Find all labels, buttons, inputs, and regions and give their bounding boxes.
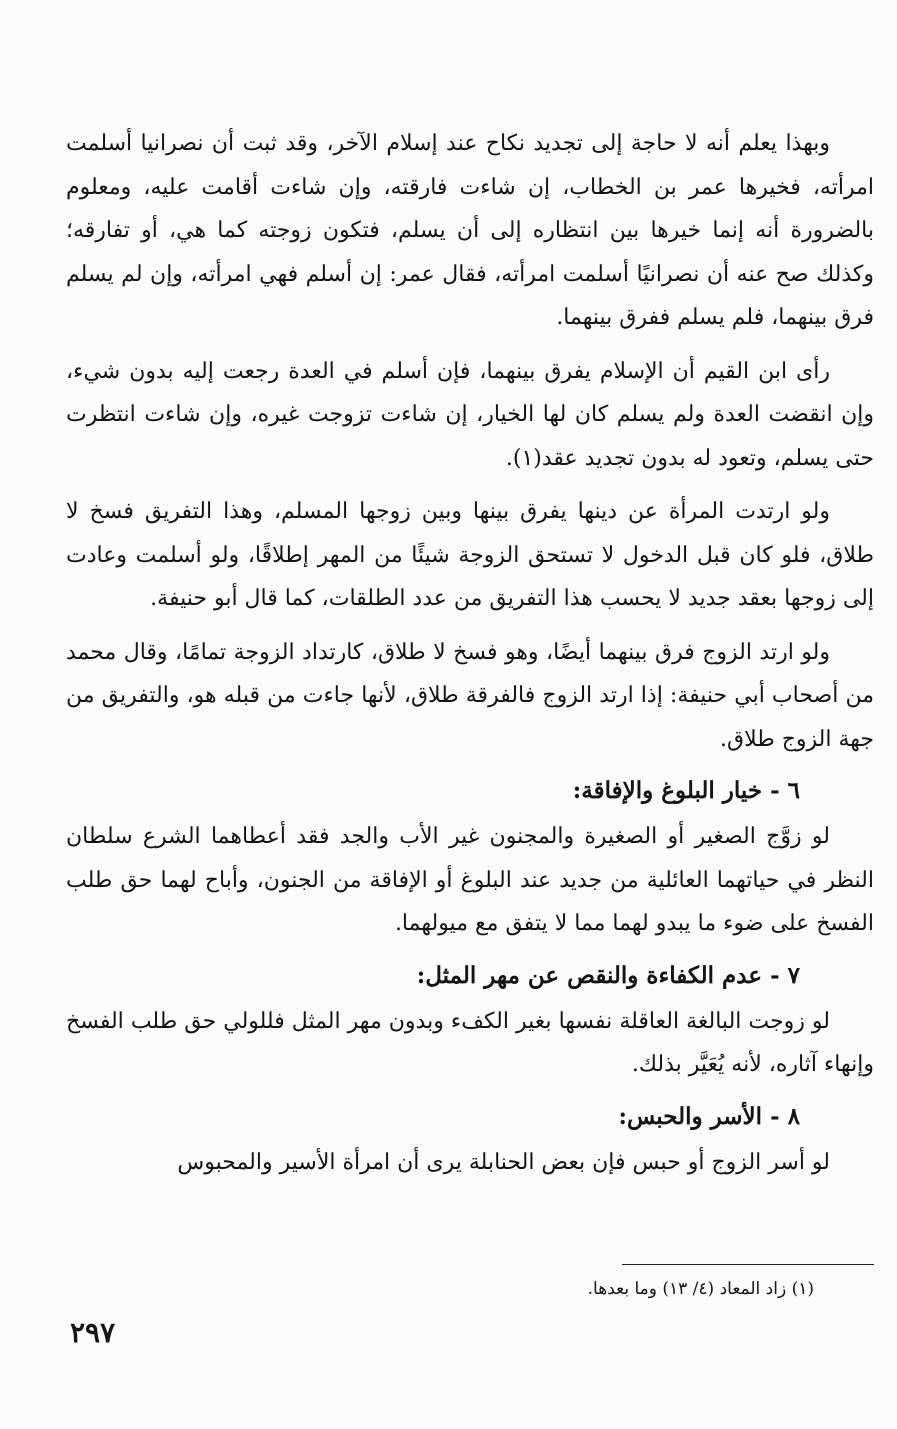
paragraph: ولو ارتد الزوج فرق بينهما أيضًا، وهو فسخ لا طلاق، كارتداد الزوجة تمامًا، وقال محمد من أصحاب أبي حنيفة: إذا ارتد الزوج فالفرقة طلاق، لأنها جاءت من قبله هو، والتفريق من جهة الزوج طلاق. bbox=[66, 639, 874, 752]
paragraph: رأى ابن القيم أن الإسلام يفرق بينهما، فإن أسلم في العدة رجعت إليه بدون شيء، وإن انقضت العدة ولم يسلم كان لها الخيار، إن شاءت تزوجت غيره، وإن شاءت انتظرت حتى يسلم، وتعود له بدون تجديد عقد(١). bbox=[66, 358, 874, 471]
paragraph: لو زوجت البالغة العاقلة نفسها بغير الكفء وبدون مهر المثل فللولي حق طلب الفسخ وإنهاء آثاره، لأنه يُعَيَّر بذلك. bbox=[66, 1008, 874, 1077]
footnote-divider bbox=[622, 1264, 874, 1265]
page-body bbox=[66, 122, 874, 1194]
paragraph: لو زوَّج الصغير أو الصغيرة والمجنون غير الأب والجد فقد أعطاهما الشرع سلطان النظر في حياتهما العائلية من جديد عند البلوغ أو الإفاقة من الجنون، وأباح لهما حق طلب الفسخ على ضوء ما يبدو لهما مما لا يتفق مع ميولهما. bbox=[66, 824, 874, 936]
section-heading: ٧ - عدم الكفاءة والنقص عن مهر المثل: bbox=[416, 961, 800, 989]
section-heading: ٨ - الأسر والحبس: bbox=[618, 1102, 800, 1130]
paragraph: ولو ارتدت المرأة عن دينها يفرق بينها وبين زوجها المسلم، وهذا التفريق فسخ لا طلاق، فلو كان قبل الدخول لا تستحق الزوجة شيئًا من المهر إطلاقًا، ولو أسلمت وعادت إلى زوجها بعقد جديد لا يحسب هذا التفريق من عدد الطلقات، كما قال أبو حنيفة. bbox=[66, 499, 874, 611]
footnote: (١) زاد المعاد (٤/ ١٣) وما بعدها. bbox=[587, 1279, 814, 1299]
page-number: ٢٩٧ bbox=[70, 1316, 116, 1349]
paragraph: لو أسر الزوج أو حبس فإن بعض الحنابلة يرى أن امرأة الأسير والمحبوس bbox=[177, 1149, 830, 1175]
paragraph: وبهذا يعلم أنه لا حاجة إلى تجديد نكاح عند إسلام الآخر، وقد ثبت أن نصرانيا أسلمت امرأته، فخيرها عمر بن الخطاب، إن شاءت فارقته، وإن شاءت أقامت عليه، ومعلوم بالضرورة أنه إنما خيرها بين انتظاره إلى أن يسلم، فتكون زوجته كما هي، أو تفارقه؛ وكذلك صح عنه أن نصرانيًا أسلمت امرأته، فقال عمر: إن أسلم فهي امرأته، وإن لم يسلم فرق بينهما، فلم يسلم ففرق بينهما. bbox=[66, 131, 874, 330]
section-heading: ٦ - خيار البلوغ والإفاقة: bbox=[572, 777, 800, 804]
